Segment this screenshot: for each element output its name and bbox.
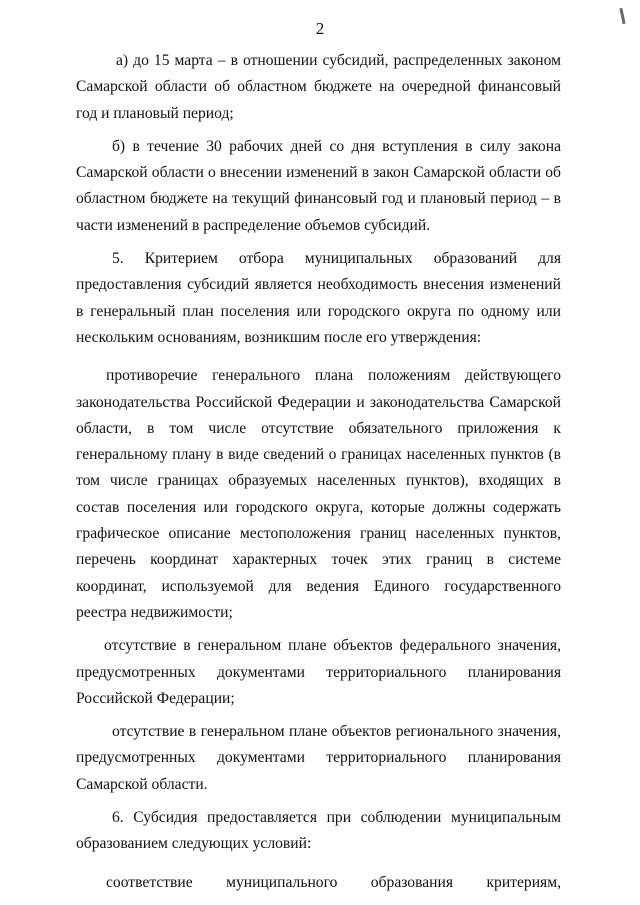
paragraph-5: 5. Критерием отбора муниципальных образований для предоставления субсидий является необходимость внесения изменений в генеральный план поселения или городского округа по одному или нескольким основаниям, возникшим после его утверждения: bbox=[76, 250, 561, 346]
paragraph-6: 6. Субсидия предоставляется при соблюдении муниципальным образованием следующих условий: bbox=[76, 809, 561, 853]
paragraph-a: а) до 15 марта – в отношении субсидий, распределенных законом Самарской области об областном бюджете на очередной финансовый год и плановый период; bbox=[76, 52, 561, 122]
document-body bbox=[76, 48, 561, 896]
criterion-item-2: отсутствие в генеральном плане объектов федерального значения, предусмотренных документами территориального планирования Российской Федерации; bbox=[76, 637, 561, 707]
condition-item-1: соответствие муниципального образования критериям, bbox=[106, 873, 561, 891]
criterion-item-1: противоречие генерального плана положениям действующего законодательства Российской Федерации и законодательства Самарской области, в том числе отсутствие обязательного приложения к генеральному плану в виде сведений о границах населенных пунктов (в том числе границах образуемых населенных пунктов), входящих в состав поселения или городского округа, которые должны содержать графическое описание местоположения границ населенных пунктов, перечень координат характерных точек этих границ в системе координат, используемой для ведения Единого государственного реестра недвижимости; bbox=[76, 367, 561, 621]
criterion-item-3: отсутствие в генеральном плане объектов регионального значения, предусмотренных документами территориального планирования Самарской области. bbox=[76, 723, 561, 793]
page-number: 2 bbox=[315, 19, 325, 38]
paragraph-b: б) в течение 30 рабочих дней со дня вступления в силу закона Самарской области о внесении изменений в закон Самарской области об областном бюджете на текущий финансовый год и плановый период – в части изменений в распределение объемов субсидий. bbox=[76, 137, 561, 234]
